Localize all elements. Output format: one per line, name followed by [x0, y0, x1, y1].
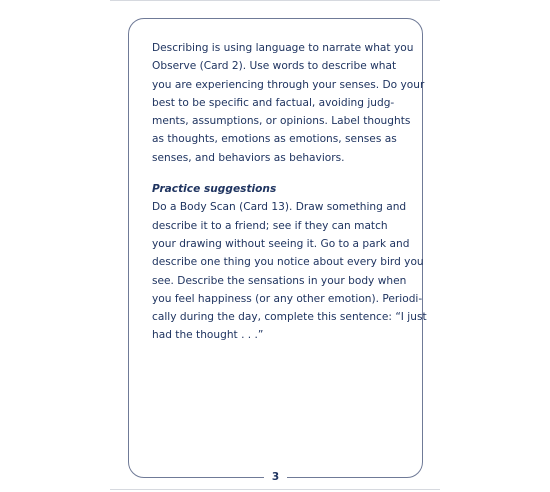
description-line: ments, assumptions, or opinions. Label thoughts	[152, 115, 411, 128]
practice-line: describe it to a friend; see if they can match	[152, 219, 388, 232]
description-line: as thoughts, emotions as emotions, senses as	[152, 133, 397, 146]
practice-line: your drawing without seeing it. Go to a park and	[152, 237, 410, 250]
practice-line: Do a Body Scan (Card 13). Draw something and	[152, 201, 407, 214]
description-line: senses, and behaviors as behaviors.	[152, 151, 345, 164]
description-line: best to be specific and factual, avoiding judg-	[152, 96, 395, 109]
practice-heading: Practice suggestions	[152, 183, 277, 196]
description-paragraph	[152, 39, 425, 167]
card-content	[152, 39, 427, 345]
page-number-wrap	[129, 465, 422, 484]
description-line: Describing is using language to narrate what you	[152, 42, 414, 54]
card	[128, 18, 427, 483]
description-line: you are experiencing through your senses. Do your	[152, 78, 425, 91]
practice-line: cally during the day, complete this sentence: “I just	[152, 311, 427, 324]
practice-line: see. Describe the sensations in your body when	[152, 274, 407, 287]
practice-line: describe one thing you notice about every bird you	[152, 256, 424, 269]
page-number: 3	[264, 471, 287, 484]
practice-paragraph	[152, 198, 427, 344]
page-top-edge	[110, 0, 440, 1]
description-line: Observe (Card 2). Use words to describe what	[152, 60, 397, 73]
page-bottom-edge	[110, 489, 440, 490]
practice-line: you feel happiness (or any other emotion). Periodi-	[152, 292, 423, 305]
practice-line: had the thought . . .”	[152, 329, 264, 342]
